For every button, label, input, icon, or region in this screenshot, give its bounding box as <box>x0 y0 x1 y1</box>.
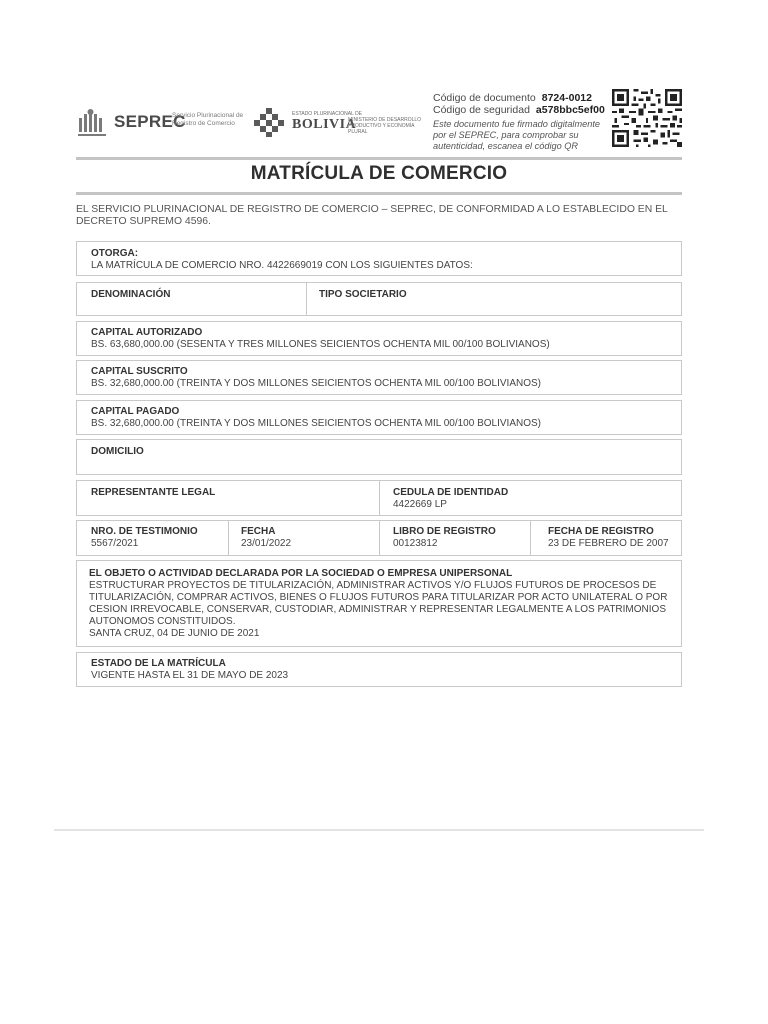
seprec-logo-text: SEPREC <box>114 112 186 131</box>
cedula-value: 4422669 LP <box>393 499 447 510</box>
denominacion-box <box>76 282 682 316</box>
estado-value: VIGENTE HASTA EL 31 DE MAYO DE 2023 <box>91 670 289 681</box>
document-codes <box>433 92 608 152</box>
fecha-registro-label: FECHA DE REGISTRO <box>548 526 654 537</box>
denominacion-label: DENOMINACIÓN <box>91 289 171 300</box>
libro-divider <box>530 521 531 555</box>
capital-pagado-value: BS. 32,680,000.00 (TREINTA Y DOS MILLONES SEICIENTOS OCHENTA MIL 00/100 BOLIVIANOS) <box>91 418 541 429</box>
doc-code-row <box>433 92 608 104</box>
title-rule-bottom <box>76 192 682 195</box>
estado-box <box>76 652 682 687</box>
libro-value: 00123812 <box>393 538 438 549</box>
capital-autorizado-label: CAPITAL AUTORIZADO <box>91 327 203 338</box>
testimonio-value: 5567/2021 <box>91 538 139 549</box>
objeto-label: EL OBJETO O ACTIVIDAD DECLARADA POR LA SOCIEDAD O EMPRESA UNIPERSONAL <box>89 568 513 579</box>
doc-code-value: 8724-0012 <box>541 92 592 104</box>
bolivia-ministry-text: MINISTERIO DE DESARROLLO PRODUCTIVO Y ECONOMÍA PLURAL <box>348 117 422 135</box>
fecha-divider <box>379 521 380 555</box>
testimonio-divider <box>228 521 229 555</box>
capital-suscrito-label: CAPITAL SUSCRITO <box>91 366 188 377</box>
tipo-societario-label: TIPO SOCIETARIO <box>319 289 407 300</box>
fecha-label: FECHA <box>241 526 276 537</box>
representante-label: REPRESENTANTE LEGAL <box>91 487 216 498</box>
security-code-value: a578bbc5ef00 <box>535 104 605 116</box>
capital-autorizado-value: BS. 63,680,000.00 (SESENTA Y TRES MILLONES SEICIENTOS OCHENTA MIL 00/100 BOLIVIANOS) <box>91 339 550 350</box>
bolivia-logo-top: ESTADO PLURINACIONAL DE <box>292 111 363 117</box>
page-bottom-divider <box>54 829 704 831</box>
registro-box <box>76 520 682 556</box>
bolivia-logo-text: BOLIVIA <box>292 117 357 132</box>
seprec-emblem-icon <box>76 108 112 140</box>
security-code-row <box>433 104 608 116</box>
capital-autorizado-box <box>76 321 682 356</box>
qr-code-icon[interactable] <box>612 89 682 147</box>
libro-label: LIBRO DE REGISTRO <box>393 526 496 537</box>
testimonio-label: NRO. DE TESTIMONIO <box>91 526 198 537</box>
security-code-label: Código de seguridad <box>433 104 530 116</box>
capital-suscrito-value: BS. 32,680,000.00 (TREINTA Y DOS MILLONES SEICIENTOS OCHENTA MIL 00/100 BOLIVIANOS) <box>91 378 541 389</box>
representante-box <box>76 480 682 516</box>
otorga-box <box>76 241 682 276</box>
capital-pagado-box <box>76 400 682 435</box>
doc-code-label: Código de documento <box>433 92 536 104</box>
cedula-label: CEDULA DE IDENTIDAD <box>393 487 509 498</box>
bolivia-logo <box>250 104 428 144</box>
denominacion-divider <box>306 283 307 315</box>
otorga-label: OTORGA: <box>91 248 139 259</box>
domicilio-box <box>76 439 682 475</box>
fecha-value: 23/01/2022 <box>241 538 292 549</box>
intro-paragraph: EL SERVICIO PLURINACIONAL DE REGISTRO DE COMERCIO – SEPREC, DE CONFORMIDAD A LO ESTABLECIDO EN EL DECRETO SUPREMO 4596. <box>76 204 668 227</box>
representante-divider <box>379 481 380 515</box>
domicilio-label: DOMICILIO <box>91 446 144 457</box>
page-title: MATRÍCULA DE COMERCIO <box>250 163 508 184</box>
seprec-logo-subtitle: Servicio Plurinacional de Registro de Comercio <box>172 112 244 127</box>
fecha-registro-value: 23 DE FEBRERO DE 2007 <box>548 538 669 549</box>
objeto-box <box>76 560 682 647</box>
otorga-value: LA MATRÍCULA DE COMERCIO NRO. 4422669019 CON LOS SIGUIENTES DATOS: <box>91 260 473 271</box>
capital-suscrito-box <box>76 360 682 395</box>
bolivia-emblem-icon <box>250 106 288 138</box>
seprec-logo <box>76 104 246 144</box>
objeto-place-date: SANTA CRUZ, 04 DE JUNIO DE 2021 <box>89 628 260 639</box>
signature-note: Este documento fue firmado digitalmente por el SEPREC, para comprobar su autenticidad, escanea el código QR <box>433 119 600 151</box>
estado-label: ESTADO DE LA MATRÍCULA <box>91 658 226 669</box>
objeto-value: ESTRUCTURAR PROYECTOS DE TITULARIZACIÓN, ADMINISTRAR ACTIVOS Y/O FLUJOS FUTUROS DE PROCESOS DE TITULARIZACIÓN, COMPRAR ACTIVOS, BIENES O FLUJOS FUTUROS PARA TITULARIZAR POR ACTO UNILATERAL O POR CESION IRREVOCABLE, CONSERVAR, CUSTODIAR, ADMINISTRAR Y REPRESENTAR LEGALMENTE A LOS PATRIMONIOS AUTONOMOS CONSTITUIDOS. <box>89 580 668 627</box>
capital-pagado-label: CAPITAL PAGADO <box>91 406 180 417</box>
